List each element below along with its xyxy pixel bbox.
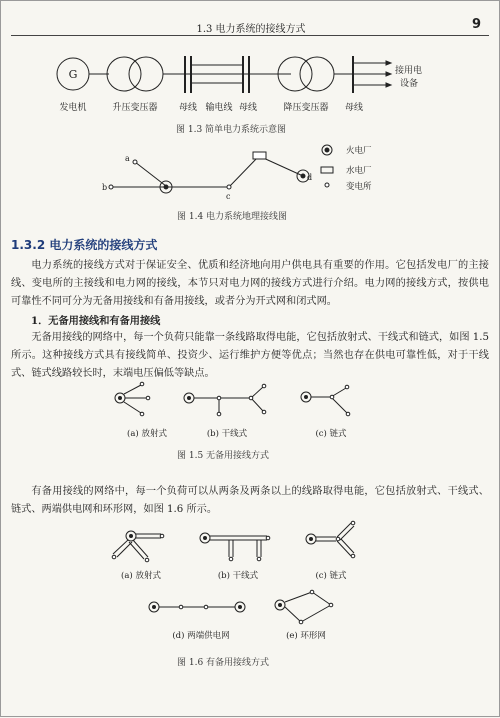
- node-b-label: b: [102, 183, 108, 192]
- node-a: [133, 160, 137, 164]
- legend-hydro-icon: [321, 167, 333, 173]
- label-step-down: 降压变压器: [283, 103, 329, 113]
- label-bus-3: 母线: [344, 103, 364, 113]
- node-c: [227, 185, 231, 189]
- fig15-sub-a: (a) 放射式: [127, 429, 167, 439]
- node-a-label: a: [125, 154, 130, 163]
- node-d-label: d: [307, 173, 313, 182]
- figure-1-5-diagram: [115, 382, 350, 416]
- figure-1-4-caption: 图 1.4 电力系统地理接线图: [177, 212, 288, 222]
- fig16-sub-b: (b) 干线式: [217, 571, 259, 581]
- generator-symbol-label: G: [68, 68, 78, 81]
- legend-substation-icon: [325, 183, 329, 187]
- fig15-sub-b: (b) 干线式: [206, 429, 248, 439]
- legend-substation-label: 变电所: [346, 182, 372, 192]
- label-equipment-line1: 接用电: [395, 66, 423, 76]
- fig15-sub-c: (c) 链式: [315, 429, 347, 439]
- label-step-up: 升压变压器: [112, 103, 158, 113]
- hydro-plant: [253, 152, 266, 159]
- figure-1-4-diagram: [109, 145, 333, 193]
- figure-1-6-caption: 图 1.6 有备用接线方式: [177, 658, 270, 668]
- fig16-sub-a: (a) 放射式: [121, 571, 161, 581]
- node-c-label: c: [226, 192, 231, 201]
- paragraph-3: 有备用接线的网络中，每一个负荷可以从两条及两条以上的线路取得电能，它包括放射式、干线式、链式、两端供电网和环形网，如图 1.6 所示。: [11, 486, 489, 515]
- running-header: 1.3 电力系统的接线方式: [196, 24, 306, 35]
- paragraph-1: 电力系统的接线方式对于保证安全、优质和经济地向用户供电具有重要的作用。它包括发电厂的主接线、变电所的主接线和电力网的接线，本节只对电力网的接线方式进行介绍。电力网的接线方式，按供电可靠性不同可分为无备用接线和有备用接线，或者分为开式网和闭式网。: [11, 260, 489, 307]
- figure-1-5-caption: 图 1.5 无备用接线方式: [177, 451, 270, 461]
- label-line: 输电线: [205, 103, 233, 113]
- step-up-transformer-winding-1: [107, 57, 141, 91]
- step-down-transformer-winding-2: [300, 57, 334, 91]
- fig16-sub-c: (c) 链式: [315, 571, 347, 581]
- node-b: [109, 185, 113, 189]
- legend-hydro-label: 水电厂: [346, 166, 372, 176]
- legend-thermal-label: 火电厂: [346, 146, 372, 156]
- paragraph-2: 无备用接线的网络中，每一个负荷只能靠一条线路取得电能，它包括放射式、干线式和链式，如图 1.5 所示。这种接线方式具有接线简单、投资少、运行维护方便等优点；当然也存在供电可靠性低，对于干线式、链式线路较长时，末端电压偏低等缺点。: [11, 332, 489, 379]
- fig16-sub-d: (d) 两端供电网: [172, 631, 230, 641]
- section-heading: 1.3.2 电力系统的接线方式: [11, 238, 158, 252]
- fig16-sub-e: (e) 环形网: [286, 631, 326, 641]
- figure-1-3-diagram: [57, 56, 391, 93]
- page-number: 9: [471, 17, 481, 32]
- subheading-1: 1．无备用接线和有备用接线: [31, 315, 161, 327]
- step-up-transformer-winding-2: [129, 57, 163, 91]
- label-generator: 发电机: [59, 103, 87, 113]
- label-bus-1: 母线: [178, 103, 198, 113]
- figure-1-3-caption: 图 1.3 简单电力系统示意图: [176, 125, 287, 135]
- label-bus-2: 母线: [238, 103, 258, 113]
- label-equipment-line2: 设备: [400, 79, 419, 89]
